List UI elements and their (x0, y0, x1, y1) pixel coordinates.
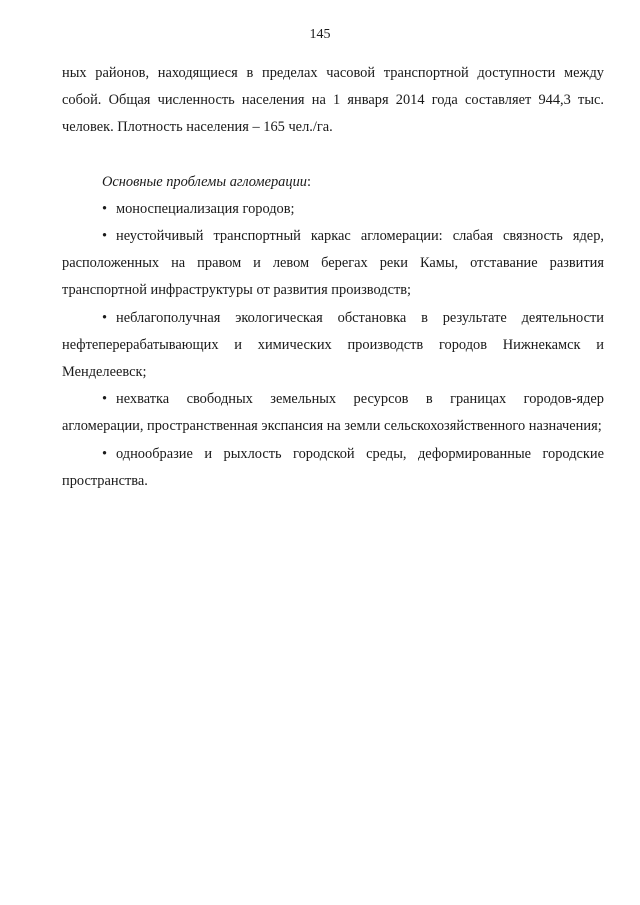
list-item-text: нехватка свободных земельных ресурсов в границах городов-ядер агломерации, пространственная экспансия на земли сельскохозяйственного назначения; (62, 391, 604, 435)
intro-paragraph: ных районов, находящиеся в пределах часовой транспортной доступности между собой. Общая численность населения на 1 января 2014 года составляет 944,3 тыс. человек. Плотность населения – 165 чел./га. (62, 65, 604, 136)
page-number: 145 (309, 27, 331, 42)
problems-heading (62, 169, 604, 196)
problems-heading-text: Основные проблемы агломерации (102, 173, 307, 190)
list-item (62, 223, 604, 305)
list-item-text: неустойчивый транспортный каркас агломерации: слабая связность ядер, расположенных на правом и левом берегах реки Камы, отставание развития транспортной инфраструктуры от развития производств; (62, 228, 604, 299)
problems-heading-colon: : (306, 173, 311, 190)
bullet-icon: • (102, 445, 108, 462)
list-item (62, 386, 604, 440)
bullet-icon: • (102, 228, 108, 245)
list-item (62, 305, 604, 387)
list-item-text: неблагополучная экологическая обстановка в результате деятельности нефтеперерабатывающих и химических производств городов Нижнекамск и Менделеевск; (62, 309, 604, 381)
list-item (62, 196, 604, 223)
list-item-text: однообразие и рыхлость городской среды, деформированные городские пространства. (62, 445, 604, 489)
list-item-text: моноспециализация городов; (116, 200, 295, 217)
list-item (62, 441, 604, 495)
bullet-icon: • (102, 391, 108, 408)
bullet-icon: • (102, 200, 108, 217)
document-body (62, 60, 604, 495)
bullet-icon: • (102, 309, 108, 326)
